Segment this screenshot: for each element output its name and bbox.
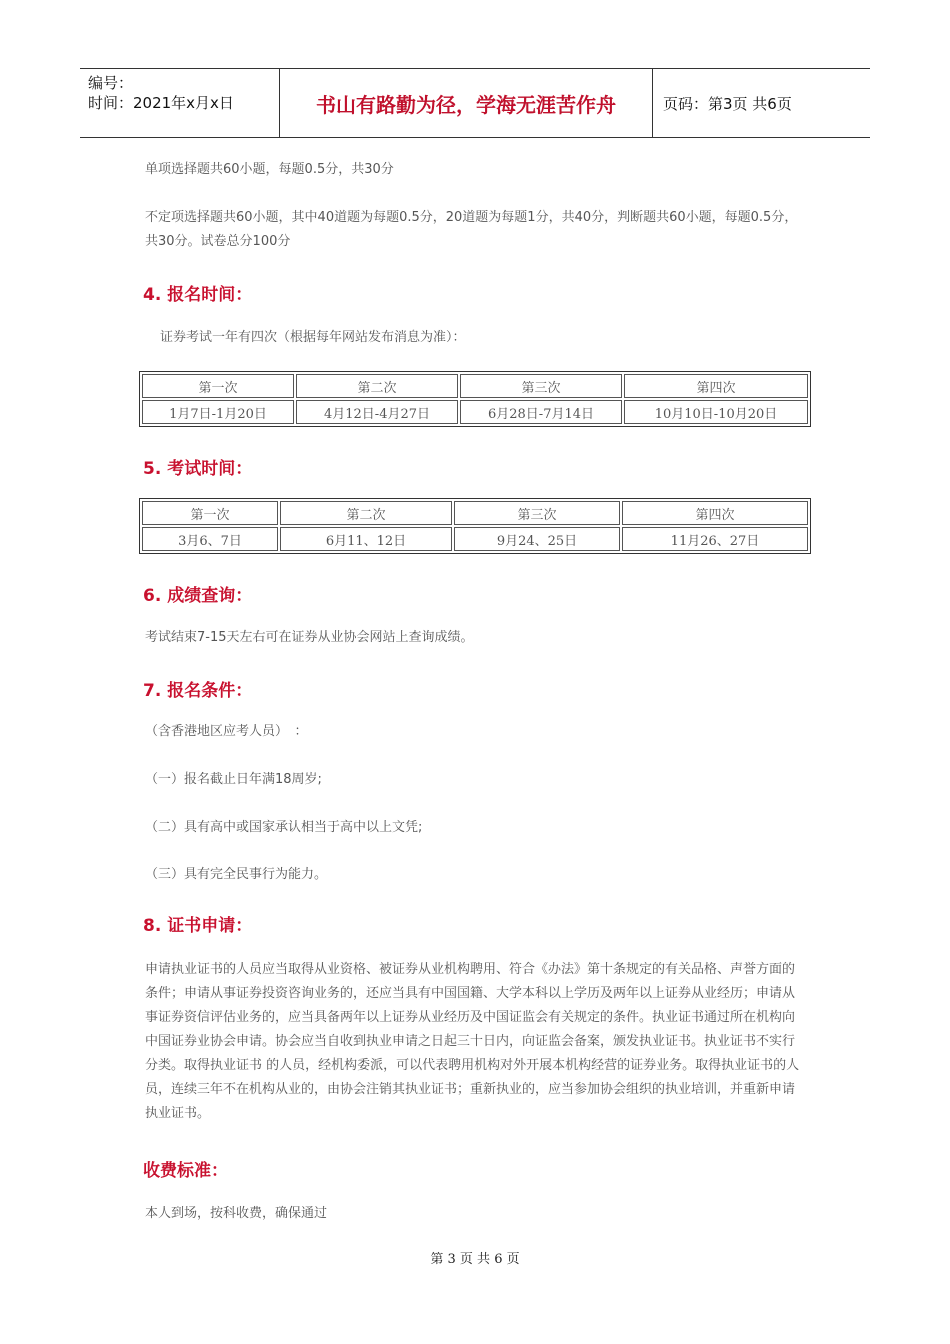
table-header-cell: 第四次 xyxy=(624,374,808,398)
table-cell: 3月6、7日 xyxy=(142,527,278,551)
table-cell: 6月11、12日 xyxy=(280,527,452,551)
table-header-row xyxy=(142,501,808,525)
question-detail-text: 不定项选择题共60小题，其中40道题为每题0.5分，20道题为每题1分，共40分，判断题共60小题，每题0.5分，共30分。试卷总分100分 xyxy=(145,210,798,249)
page-header xyxy=(80,68,870,138)
table-header-cell: 第三次 xyxy=(460,374,622,398)
page-footer: 第 3 页 共 6 页 xyxy=(430,1252,520,1267)
table-row xyxy=(142,527,808,551)
table-cell: 6月28日-7月14日 xyxy=(460,400,622,424)
section-heading-certificate: 8. 证书申请： xyxy=(143,916,253,936)
table-header-cell: 第四次 xyxy=(622,501,808,525)
table-header-cell: 第二次 xyxy=(280,501,452,525)
section-heading-eligibility: 7. 报名条件： xyxy=(143,681,253,701)
eligibility-item: （一）报名截止日年满18周岁; xyxy=(145,772,322,787)
page-label: 页码：第3页 共6页 xyxy=(663,94,792,113)
eligibility-item: （含香港地区应考人员） ： xyxy=(145,724,308,739)
table-header-cell: 第二次 xyxy=(296,374,458,398)
score-query-text: 考试结束7-15天左右可在证券从业协会网站上查询成绩。 xyxy=(145,630,474,645)
table-cell: 9月24、25日 xyxy=(454,527,620,551)
table-row xyxy=(142,400,808,424)
table-cell: 11月26、27日 xyxy=(622,527,808,551)
table-cell: 10月10日-10月20日 xyxy=(624,400,808,424)
table-header-cell: 第三次 xyxy=(454,501,620,525)
question-count-text: 单项选择题共60小题，每题0.5分，共30分 xyxy=(145,162,394,177)
header-meta xyxy=(80,69,280,137)
table-cell: 1月7日-1月20日 xyxy=(142,400,294,424)
certificate-text: 申请执业证书的人员应当取得从业资格、被证券从业机构聘用、符合《办法》第十条规定的有关品格、声誉方面的条件；申请从事证券投资咨询业务的，还应当具有中国国籍、大学本科以上学历及两年以上证券从业经历；申请从事证券资信评估业务的，应当具备两年以上证券从业经历及中国证监会有关规定的条件。执业证书通过所在机构向中国证券业协会申请。协会应当自收到执业申请之日起三十日内，向证监会备案，颁发执业证书。执业证书不实行分类。取得执业证书 的人员，经机构委派，可以代表聘用机构对外开展本机构经营的证券业务。取得执业证书的人员，连续三年不在机构从业的，由协会注销其执业证书；重新执业的，应当参加协会组织的执业培训，并重新申请执业证书。 xyxy=(145,962,800,1121)
code-label: 编号： xyxy=(88,74,134,92)
section-heading-fees: 收费标准： xyxy=(143,1161,228,1181)
section-heading-score-query: 6. 成绩查询： xyxy=(143,586,253,606)
table-header-cell: 第一次 xyxy=(142,374,294,398)
table-header-cell: 第一次 xyxy=(142,501,278,525)
registration-table xyxy=(139,371,811,427)
table-cell: 4月12日-4月27日 xyxy=(296,400,458,424)
fees-text: 本人到场，按科收费，确保通过 xyxy=(145,1206,328,1221)
eligibility-item: （二）具有高中或国家承认相当于高中以上文凭; xyxy=(145,820,423,835)
time-label: 时间：2021年x月x日 xyxy=(88,94,234,112)
section-heading-registration: 4. 报名时间： xyxy=(143,285,253,305)
exam-time-table xyxy=(139,498,811,554)
section-heading-exam-time: 5. 考试时间： xyxy=(143,459,253,479)
eligibility-item: （三）具有完全民事行为能力。 xyxy=(145,867,328,882)
registration-intro: 证券考试一年有四次（根据每年网站发布消息为准）： xyxy=(160,330,466,345)
table-header-row xyxy=(142,374,808,398)
header-motto: 书山有路勤为径，学海无涯苦作舟 xyxy=(280,69,653,137)
